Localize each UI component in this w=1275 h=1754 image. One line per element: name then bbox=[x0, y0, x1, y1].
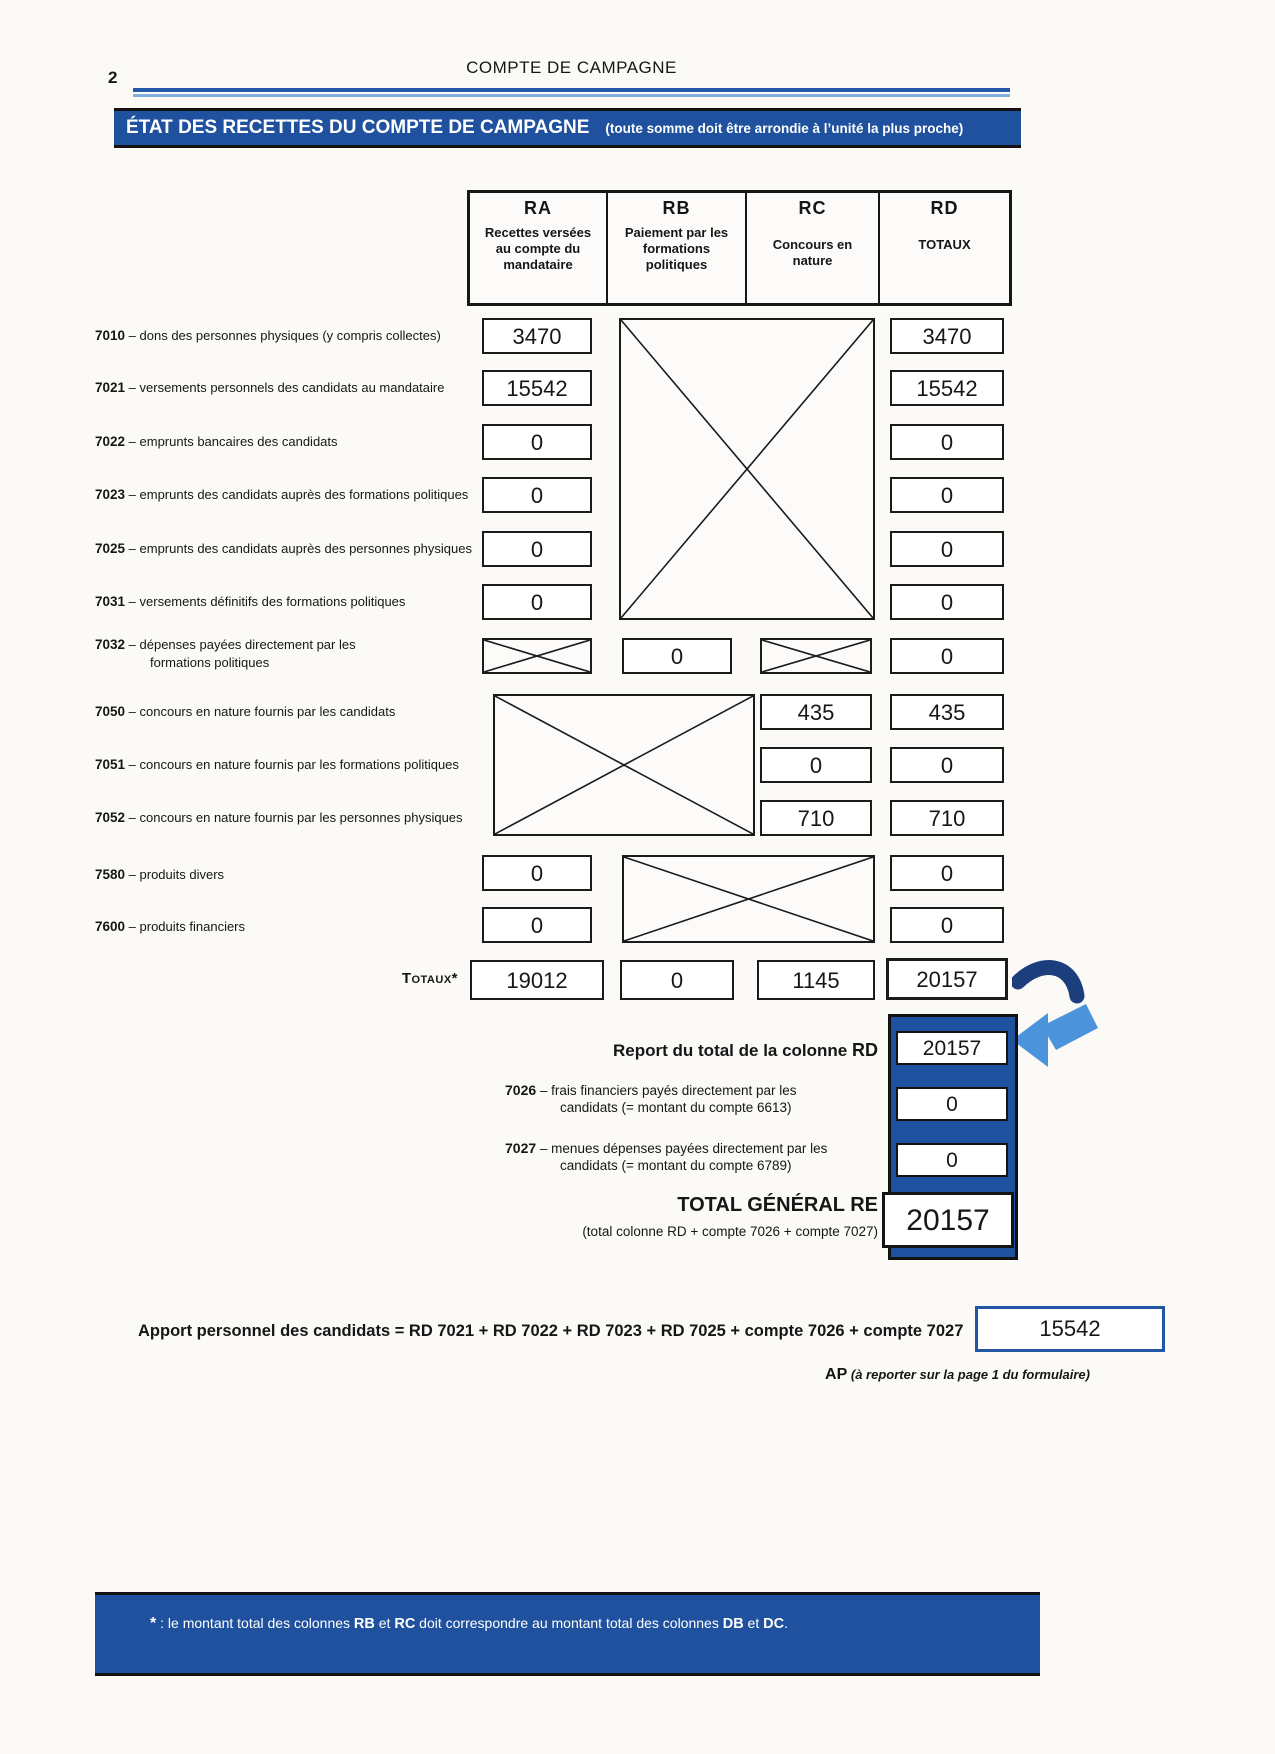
flow-arrow-light-icon bbox=[1012, 1004, 1098, 1067]
value-7050-rc: 435 bbox=[760, 694, 872, 730]
section-note: (toute somme doit être arrondie à l’unité la plus proche) bbox=[605, 120, 964, 136]
column-label: Paiement par les formations politiques bbox=[624, 225, 729, 272]
footnote-text: * : le montant total des colonnes RB et RC doit correspondre au montant total des colonnes DB et DC. bbox=[150, 1615, 788, 1632]
value-7025-ra: 0 bbox=[482, 531, 592, 567]
value-7022-rd: 0 bbox=[890, 424, 1004, 460]
flow-arrows bbox=[1012, 952, 1102, 1080]
row-label-7052: 7052 – concours en nature fournis par les personnes physiques bbox=[95, 810, 463, 825]
row-label-7032: 7032 – dépenses payées directement par les formations politiques bbox=[95, 637, 356, 670]
column-code: RD bbox=[930, 198, 959, 218]
row-label-7022: 7022 – emprunts bancaires des candidats bbox=[95, 434, 338, 449]
crossed-out-cell-rb-rc-lower bbox=[622, 855, 875, 943]
section-title: ÉTAT DES RECETTES DU COMPTE DE CAMPAGNE bbox=[126, 117, 590, 138]
row-label-7050: 7050 – concours en nature fournis par les candidats bbox=[95, 704, 396, 719]
apport-formula-label: Apport personnel des candidats = RD 7021 + RD 7022 + RD 7023 + RD 7025 + compte 7026 + compte 7027 bbox=[138, 1322, 964, 1340]
value-7023-ra: 0 bbox=[482, 477, 592, 513]
total-rc: 1145 bbox=[757, 960, 875, 1000]
value-7026: 0 bbox=[896, 1087, 1008, 1121]
value-7600-rd: 0 bbox=[890, 907, 1004, 943]
value-7580-ra: 0 bbox=[482, 855, 592, 891]
column-label: Concours en nature bbox=[772, 237, 853, 268]
value-7010-rd: 3470 bbox=[890, 318, 1004, 354]
column-header-rd bbox=[880, 193, 1009, 303]
value-7051-rc: 0 bbox=[760, 747, 872, 783]
title-rule bbox=[133, 88, 1010, 97]
value-7031-ra: 0 bbox=[482, 584, 592, 620]
row-label-7021: 7021 – versements personnels des candidats au mandataire bbox=[95, 380, 445, 395]
row-label-7600: 7600 – produits financiers bbox=[95, 919, 246, 934]
row-label-7025: 7025 – emprunts des candidats auprès des personnes physiques bbox=[95, 541, 472, 556]
footnote-band bbox=[95, 1592, 1040, 1676]
total-general-sublabel: (total colonne RD + compte 7026 + compte 7027) bbox=[582, 1224, 878, 1239]
value-7052-rd: 710 bbox=[890, 800, 1004, 836]
row-label-7051: 7051 – concours en nature fournis par les formations politiques bbox=[95, 757, 459, 772]
crossed-out-cell-7032-ra bbox=[482, 638, 592, 674]
column-code: RB bbox=[662, 198, 691, 218]
total-ra: 19012 bbox=[470, 960, 604, 1000]
value-7032-rb: 0 bbox=[622, 638, 732, 674]
value-7010-ra: 3470 bbox=[482, 318, 592, 354]
value-7031-rd: 0 bbox=[890, 584, 1004, 620]
document-title: COMPTE DE CAMPAGNE bbox=[466, 58, 677, 77]
flow-arrow-dark-icon bbox=[1018, 968, 1077, 996]
column-label: TOTAUX bbox=[918, 237, 971, 252]
apport-value: 15542 bbox=[975, 1306, 1165, 1352]
value-7051-rd: 0 bbox=[890, 747, 1004, 783]
row-label-7580: 7580 – produits divers bbox=[95, 867, 225, 882]
total-general-label: TOTAL GÉNÉRAL RE bbox=[677, 1194, 878, 1216]
page-number: 2 bbox=[108, 68, 118, 87]
column-header-rb bbox=[608, 193, 747, 303]
column-code: RA bbox=[524, 198, 552, 218]
value-7023-rd: 0 bbox=[890, 477, 1004, 513]
crossed-out-cell-7032-rc bbox=[760, 638, 872, 674]
total-general-value: 20157 bbox=[882, 1192, 1014, 1248]
total-rd: 20157 bbox=[886, 958, 1008, 1000]
ap-note: AP (à reporter sur la page 1 du formulaire) bbox=[825, 1366, 1090, 1383]
crossed-out-cell-ra-rb-nature bbox=[493, 694, 755, 836]
value-7032-rd: 0 bbox=[890, 638, 1004, 674]
value-7027: 0 bbox=[896, 1143, 1008, 1177]
column-code: RC bbox=[798, 198, 827, 218]
crossed-out-cell-rb-rc-upper bbox=[619, 318, 875, 620]
column-header-table bbox=[467, 190, 1012, 306]
value-7025-rd: 0 bbox=[890, 531, 1004, 567]
value-7052-rc: 710 bbox=[760, 800, 872, 836]
value-7580-rd: 0 bbox=[890, 855, 1004, 891]
section-banner bbox=[114, 108, 1021, 148]
row-label-7023: 7023 – emprunts des candidats auprès des formations politiques bbox=[95, 487, 469, 502]
row-label-7031: 7031 – versements définitifs des formations politiques bbox=[95, 594, 406, 609]
ap-code: AP bbox=[825, 1366, 848, 1383]
value-7022-ra: 0 bbox=[482, 424, 592, 460]
column-header-rc bbox=[747, 193, 880, 303]
row-label-7027: 7027 – menues dépenses payées directement par les candidats (= montant du compte 6789) bbox=[505, 1140, 828, 1173]
value-7021-rd: 15542 bbox=[890, 370, 1004, 406]
column-label: Recettes versées au compte du mandataire bbox=[484, 225, 592, 272]
column-header-ra bbox=[470, 193, 608, 303]
row-label-7026: 7026 – frais financiers payés directement par les candidats (= montant du compte 6613) bbox=[505, 1082, 797, 1115]
value-7050-rd: 435 bbox=[890, 694, 1004, 730]
total-rb: 0 bbox=[620, 960, 734, 1000]
totals-row-label: Totaux* bbox=[401, 970, 458, 987]
row-label-7010: 7010 – dons des personnes physiques (y compris collectes) bbox=[95, 328, 441, 343]
value-7021-ra: 15542 bbox=[482, 370, 592, 406]
value-7600-ra: 0 bbox=[482, 907, 592, 943]
report-label: Report du total de la colonne RD bbox=[613, 1040, 878, 1060]
report-value: 20157 bbox=[896, 1031, 1008, 1065]
